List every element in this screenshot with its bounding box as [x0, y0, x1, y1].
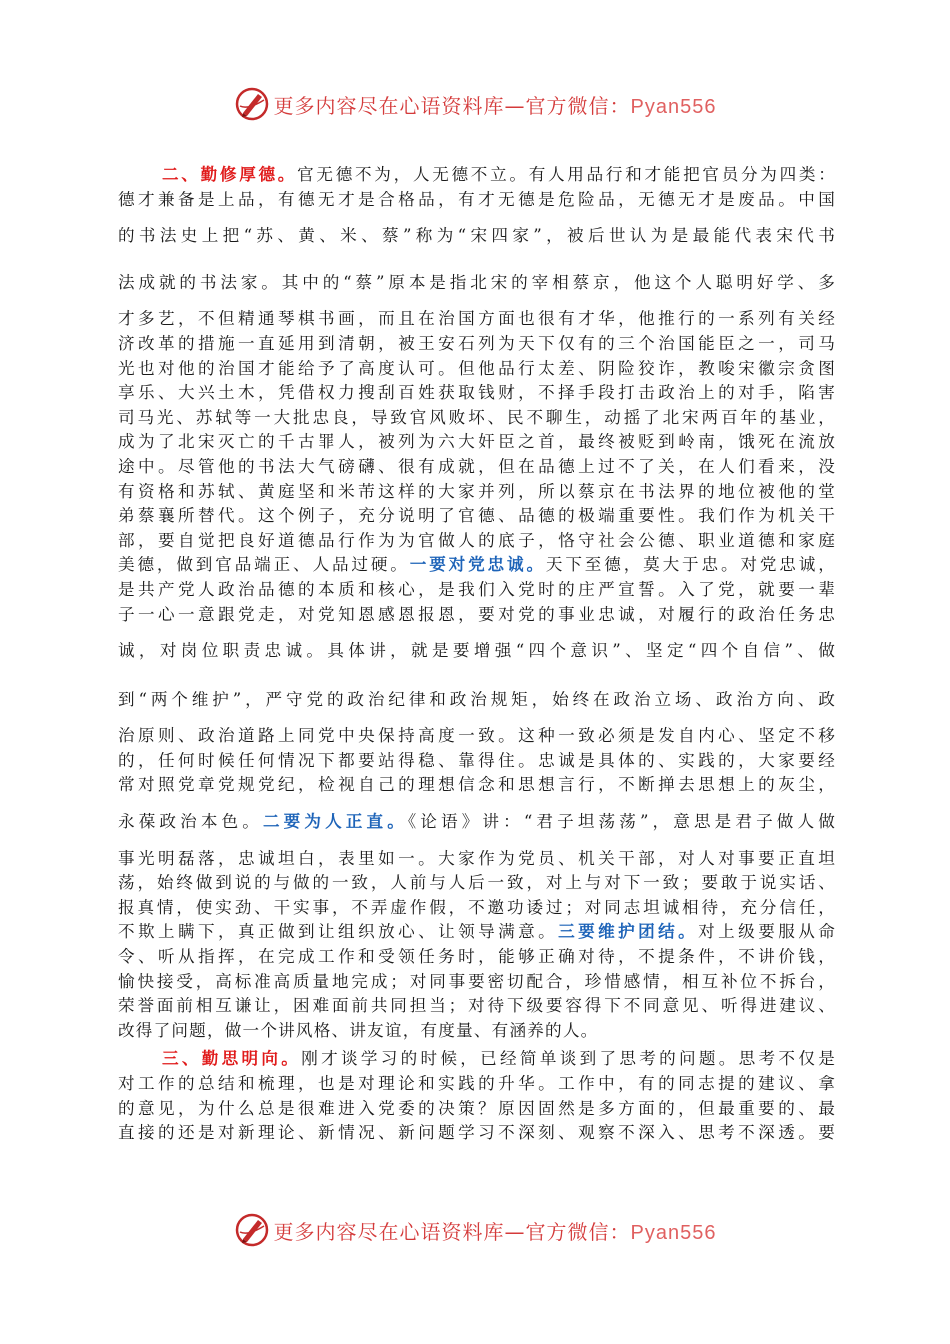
text-line: 事光明磊落，忠诚坦白，表里如一。大家作为党员、机关干部，对人对事要正直坦	[118, 848, 836, 868]
footer-banner	[0, 1210, 950, 1250]
text-line: 愉快接受，高标准高质量地完成；对同事要密切配合，珍惜感情，相互补位不拆台，	[118, 971, 836, 991]
text-line: 德才兼备是上品，有德无才是合格品，有才无德是危险品，无德无才是废品。中国	[118, 189, 836, 209]
text-line: 三、勤思明向。刚才谈学习的时候，已经简单谈到了思考的问题。思考不仅是	[162, 1049, 836, 1069]
text-line: 享乐、大兴土木，凭借权力搜刮百姓获取钱财，不择手段打击政治上的对手，陷害	[118, 383, 836, 403]
section-heading: 二、勤修厚德。	[162, 165, 298, 184]
text-line: 光也对他的治国才能给予了高度认可。但他品行太差、阴险狡诈，教唆宋徽宗贪图	[118, 358, 836, 378]
text-line: 成为了北宋灭亡的千古罪人，被列为六大奸臣之首，最终被贬到岭南，饿死在流放	[118, 432, 836, 452]
pen-logo-icon	[234, 86, 270, 122]
subsection-heading: 一要对党忠诚。	[409, 555, 546, 575]
text-line: 报真情，使实劲、干实事，不弄虚作假，不邀功诿过；对同志坦诚相待，充分信任，	[118, 897, 836, 917]
text-line: 弟蔡襄所替代。这个例子，充分说明了官德、品德的极端重要性。我们作为机关干	[118, 506, 836, 526]
pen-logo-icon	[234, 1212, 270, 1248]
text-line: 到“两个维护”，严守党的政治纪律和政治规矩，始终在政治立场、政治方向、政	[118, 689, 836, 709]
text-line: 子一心一意跟党走，对党知恩感恩报恩，要对党的事业忠诚，对履行的政治任务忠	[118, 604, 836, 624]
text-line: 司马光、苏轼等一大批忠良，导致官风败坏、民不聊生，动摇了北宋两百年的基业，	[118, 407, 836, 427]
text-line: 法成就的书法家。其中的“蔡”原本是指北宋的宰相蔡京，他这个人聪明好学、多	[118, 272, 836, 292]
header-banner	[0, 84, 950, 124]
text-line: 的书法史上把“苏、黄、米、蔡”称为“宋四家”，被后世认为是最能代表宋代书	[118, 226, 836, 246]
text-line: 对工作的总结和梳理，也是对理论和实践的升华。工作中，有的同志提的建议、拿	[118, 1074, 836, 1093]
text-line: 治原则、政治道路上同党中央保持高度一致。这种一致必须是发自内心、坚定不移	[118, 726, 836, 746]
text-line: 有资格和苏轼、黄庭坚和米芾这样的大家并列，所以蔡京在书法界的地位被他的堂	[118, 481, 836, 501]
text-line: 不欺上瞒下，真正做到让组织放心、让领导满意。三要维护团结。对上级要服从命	[118, 922, 836, 942]
text-line: 荡，始终做到说的与做的一致，人前与人后一致，对上与对下一致；要敢于说实话、	[118, 873, 836, 893]
text-line: 令、听从指挥，在完成工作和受领任务时，能够正确对待，不提条件，不讲价钱，	[118, 947, 836, 967]
subsection-heading: 三要维护团结。	[558, 922, 699, 942]
section-heading: 三、勤思明向。	[162, 1049, 302, 1069]
text-line: 二、勤修厚德。官无德不为，人无德不立。有人用品行和才能把官员分为四类：	[162, 165, 836, 184]
text-line: 部，要自觉把良好道德品行作为为官做人的底子，恪守社会公德、职业道德和家庭	[118, 530, 836, 550]
text-line: 常对照党章党规党纪，检视自己的理想信念和思想言行，不断掸去思想上的灰尘，	[118, 775, 836, 795]
text-line: 荣誉面前相互谦让，困难面前共同担当；对待下级要容得下不同意见、听得进建议、	[118, 996, 836, 1016]
banner-text: 更多内容尽在心语资料库—官方微信：Pyan556	[273, 1219, 717, 1244]
text-line: 济改革的措施一直延用到清朝，被王安石列为天下仅有的三个治国能臣之一，司马	[118, 333, 836, 353]
text-line: 途中。尽管他的书法大气磅礴、很有成就，但在品德上过不了关，在人们看来，没	[118, 456, 836, 476]
text-line: 是共产党人政治品德的本质和核心，是我们入党时的庄严宣誓。入了党，就要一辈	[118, 579, 836, 599]
text-line: 改得了问题，做一个讲风格、讲友谊，有度量、有涵养的人。	[118, 1020, 599, 1040]
text-line: 美德，做到官品端正、人品过硬。一要对党忠诚。天下至德，莫大于忠。对党忠诚，	[118, 555, 836, 575]
text-line: 直接的还是对新理论、新情况、新问题学习不深刻、观察不深入、思考不深透。要	[118, 1123, 836, 1143]
text-line: 的意见，为什么总是很难进入党委的决策？原因固然是多方面的，但最重要的、最	[118, 1098, 836, 1118]
banner-text: 更多内容尽在心语资料库—官方微信：Pyan556	[273, 93, 717, 118]
text-line: 的，任何时候任何情况下都要站得稳、靠得住。忠诚是具体的、实践的，大家要经	[118, 750, 836, 770]
text-line: 诚，对岗位职责忠诚。具体讲，就是要增强“四个意识”、坚定“四个自信”、做	[118, 641, 836, 661]
text-line: 才多艺，不但精通琴棋书画，而且在治国方面也很有才华，他推行的一系列有关经	[118, 309, 836, 329]
document-body	[118, 163, 836, 1146]
text-line: 永葆政治本色。二要为人正直。《论语》讲：“君子坦荡荡”，意思是君子做人做	[118, 812, 836, 832]
subsection-heading: 二要为人正直。	[262, 812, 408, 832]
